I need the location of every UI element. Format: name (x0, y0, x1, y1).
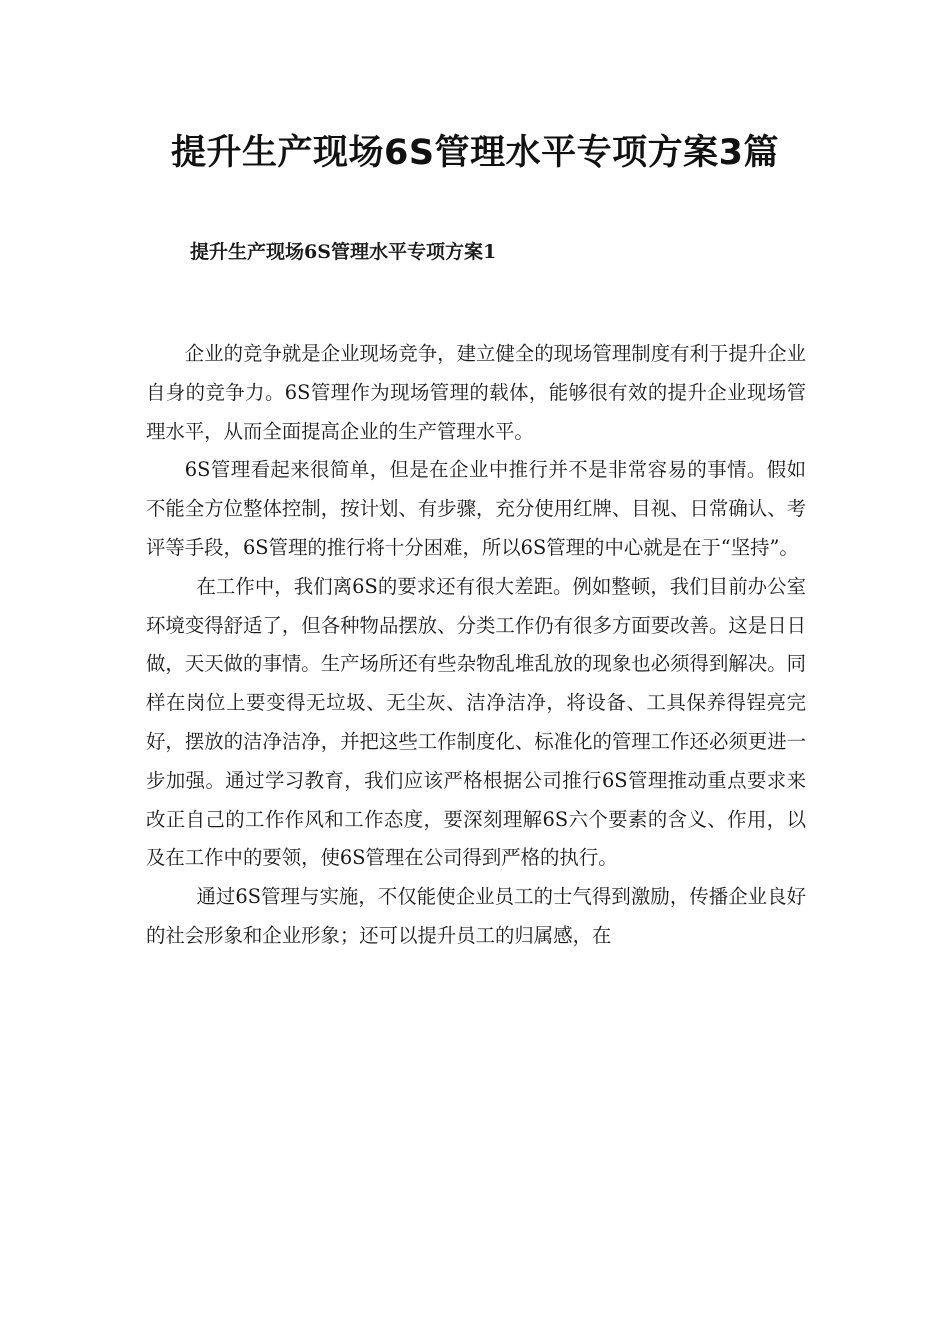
paragraph-4: 通过6S管理与实施，不仅能使企业员工的士气得到激励，传播企业良好的社会形象和企业形象；还可以提升员工的归属感，在 (146, 885, 806, 947)
paragraph-3: 在工作中，我们离6S的要求还有很大差距。例如整顿，我们目前办公室环境变得舒适了，但各种物品摆放、分类工作仍有很多方面要改善。这是日日做，天天做的事情。生产场所还有些杂物乱堆乱放的现象也必须得到解决。同样在岗位上要变得无垃圾、无尘灰、洁净洁净，将设备、工具保养得锃亮完好，摆放的洁净洁净，并把这些工作制度化、标准化的管理工作还必须更进一步加强。通过学习教育，我们应该严格根据公司推行6S管理推动重点要求来改正自己的工作作风和工作态度，要深刻理解6S六个要素的含义、作用，以及在工作中的要领，使6S管理在公司得到严格的执行。 (146, 574, 806, 870)
paragraph-2: 6S管理看起来很简单，但是在企业中推行并不是非常容易的事情。假如不能全方位整体控制，按计划、有步骤，充分使用红牌、目视、日常确认、考评等手段，6S管理的推行将十分困难，所以6S管理的中心就是在于“坚持”。 (146, 458, 806, 559)
document-title: 提升生产现场6S管理水平专项方案3篇 (171, 133, 779, 173)
document-body (146, 335, 806, 956)
paragraph-1: 企业的竞争就是企业现场竞争，建立健全的现场管理制度有利于提升企业自身的竞争力。6S管理作为现场管理的载体，能够很有效的提升企业现场管理水平，从而全面提高企业的生产管理水平。 (146, 342, 806, 443)
section-heading: 提升生产现场6S管理水平专项方案1 (190, 241, 497, 263)
